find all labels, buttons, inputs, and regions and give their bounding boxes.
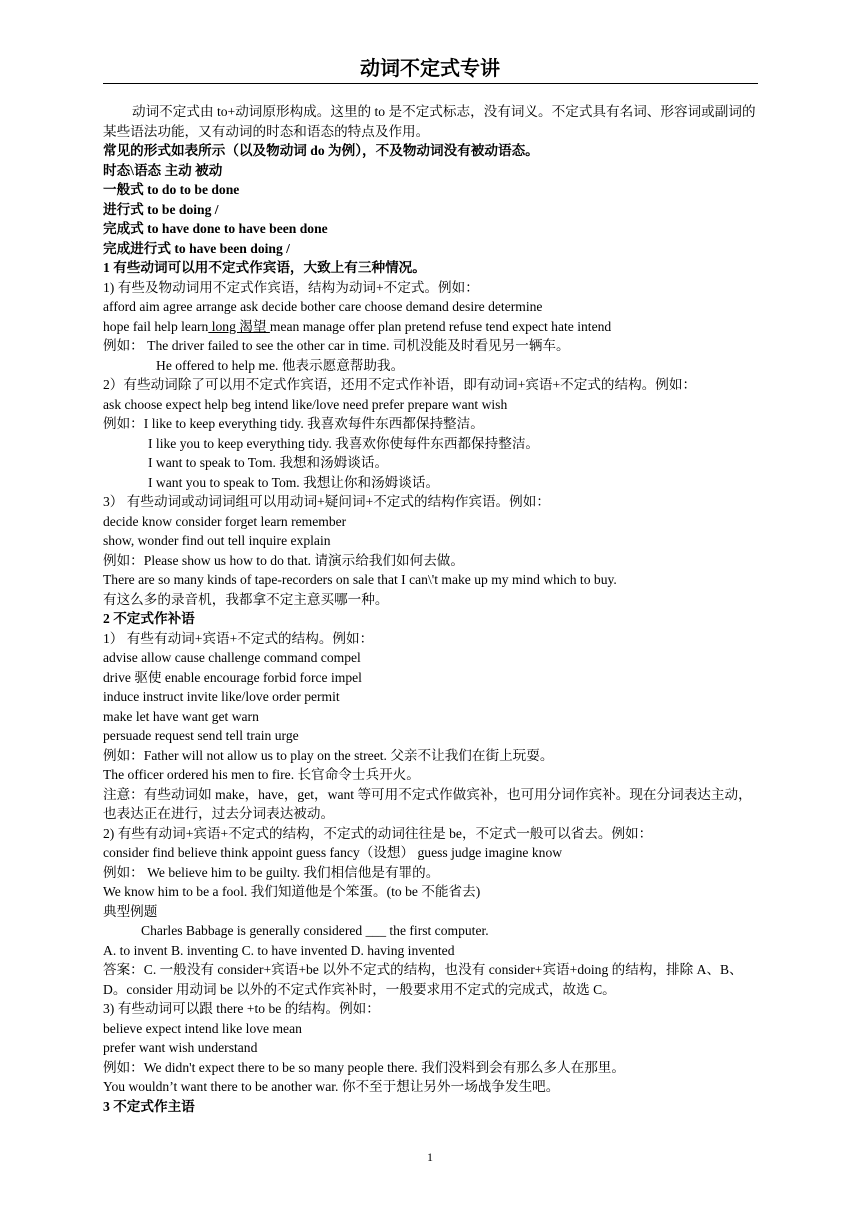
verb-list: afford aim agree arrange ask decide bother care choose demand desire determine [103, 299, 543, 314]
example-line: 例如：We didn't expect there to be so many people there. 我们没料到会有那么多人在那里。 [103, 1059, 625, 1075]
page-title: 动词不定式专讲 [360, 56, 500, 80]
example-line: The officer ordered his men to fire. 长官命令士兵开火。 [103, 767, 420, 782]
example-line: You wouldn’t want there to be another war. 你不至于想让另外一场战争发生吧。 [103, 1079, 560, 1094]
example-line: I want to speak to Tom. 我想和汤姆谈话。 [148, 455, 389, 470]
typical-example-label: 典型例题 [103, 903, 158, 919]
example-line: 例如：I like to keep everything tidy. 我喜欢每件东西都保持整洁。 [103, 416, 484, 431]
example-line: 例如： We believe him to be guilty. 我们相信他是有罪的。 [103, 864, 440, 880]
example-line: There are so many kinds of tape-recorders on sale that I can\'t make up my mind which to buy. [103, 572, 617, 587]
verb-list: believe expect intend like love mean [103, 1020, 302, 1036]
section-heading: 1 有些动词可以用不定式作宾语，大致上有三种情况。 [103, 260, 426, 275]
example-line: I like you to keep everything tidy. 我喜欢你使每件东西都保持整洁。 [148, 435, 540, 451]
form-row: 完成式 to have done to have been done [103, 221, 328, 236]
subsection-text: 2) 有些有动词+宾语+不定式的结构，不定式的动词往往是 be，不定式一般可以省去。例如： [103, 825, 653, 841]
section-heading: 2 不定式作补语 [103, 611, 195, 626]
example-line: 有这么多的录音机，我都拿不定主意买哪一种。 [103, 591, 389, 607]
options-line: A. to invent B. inventing C. to have invented D. having invented [103, 942, 455, 958]
verb-list: ask choose expect help beg intend like/love need prefer prepare want wish [103, 396, 508, 412]
subsection-text: 1) 有些及物动词用不定式作宾语，结构为动词+不定式。例如： [103, 279, 479, 295]
verb-list: prefer want wish understand [103, 1040, 258, 1055]
subsection-text: 3) 有些动词可以跟 there +to be 的结构。例如： [103, 1001, 380, 1016]
document-body [103, 102, 759, 1116]
intro-paragraph: 动词不定式由 to+动词原形构成。这里的 to 是不定式标志，没有词义。不定式具有名词、形容词或副词的某些语法功能，又有动词的时态和语态的特点及作用。 [103, 104, 756, 139]
verb-list: persuade request send tell train urge [103, 728, 299, 743]
answer-paragraph: 答案：C. 一般没有 consider+宾语+be 以外不定式的结构，也没有 consider+宾语+doing 的结构，排除 A、B、D。consider 用动词 be 以外的不定式作宾补时，一般要求用不定式的完成式，故选 C。 [103, 962, 743, 997]
example-line: We know him to be a fool. 我们知道他是个笨蛋。(to be 不能省去) [103, 884, 481, 899]
verb-list: drive 驱使 enable encourage forbid force impel [103, 669, 362, 685]
example-line: I want you to speak to Tom. 我想让你和汤姆谈话。 [148, 474, 440, 490]
subsection-text: 2）有些动词除了可以用不定式作宾语，还用不定式作补语，即有动词+宾语+不定式的结构。例如： [103, 377, 697, 392]
page-number: 1 [427, 1150, 433, 1164]
table-header: 时态\语态 主动 被动 [103, 162, 223, 178]
verb-list: advise allow cause challenge command compel [103, 650, 361, 665]
verb-list: decide know consider forget learn remember [103, 513, 347, 529]
form-row: 完成进行式 to have been doing / [103, 240, 290, 256]
subsection-text: 3） 有些动词或动词词组可以用动词+疑问词+不定式的结构作宾语。例如： [103, 494, 550, 509]
forms-heading: 常见的形式如表所示（以及物动词 do 为例），不及物动词没有被动语态。 [103, 143, 539, 158]
question-line: Charles Babbage is generally considered ___ the first computer. [141, 923, 489, 938]
note-paragraph: 注意：有些动词如 make，have，get，want 等可用不定式作做宾补，也可用分词作宾补。现在分词表达主动，也表达正在进行，过去分词表达被动。 [103, 786, 752, 821]
verb-list: consider find believe think appoint guess fancy（设想） guess judge imagine know [103, 845, 563, 860]
verb-list: make let have want get warn [103, 708, 259, 724]
example-line: 例如：Please show us how to do that. 请演示给我们如何去做。 [103, 552, 464, 568]
verb-list-part: hope fail help learn [103, 318, 209, 334]
verb-list: induce instruct invite like/love order permit [103, 689, 340, 704]
section-heading: 3 不定式作主语 [103, 1098, 195, 1114]
form-row: 一般式 to do to be done [103, 182, 240, 197]
form-row: 进行式 to be doing / [103, 201, 219, 217]
title-divider [103, 83, 758, 84]
subsection-text: 1） 有些有动词+宾语+不定式的结构。例如： [103, 630, 374, 646]
example-line: He offered to help me. 他表示愿意帮助我。 [156, 357, 405, 373]
verb-list-part: mean manage offer plan pretend refuse tend expect hate intend [269, 318, 612, 334]
verb-list [103, 317, 759, 337]
underlined-word: long 渴望 [208, 318, 270, 334]
example-line: 例如：Father will not allow us to play on the street. 父亲不让我们在街上玩耍。 [103, 747, 554, 763]
verb-list: show, wonder find out tell inquire explain [103, 533, 331, 548]
example-line: 例如： The driver failed to see the other car in time. 司机没能及时看见另一辆车。 [103, 338, 570, 353]
